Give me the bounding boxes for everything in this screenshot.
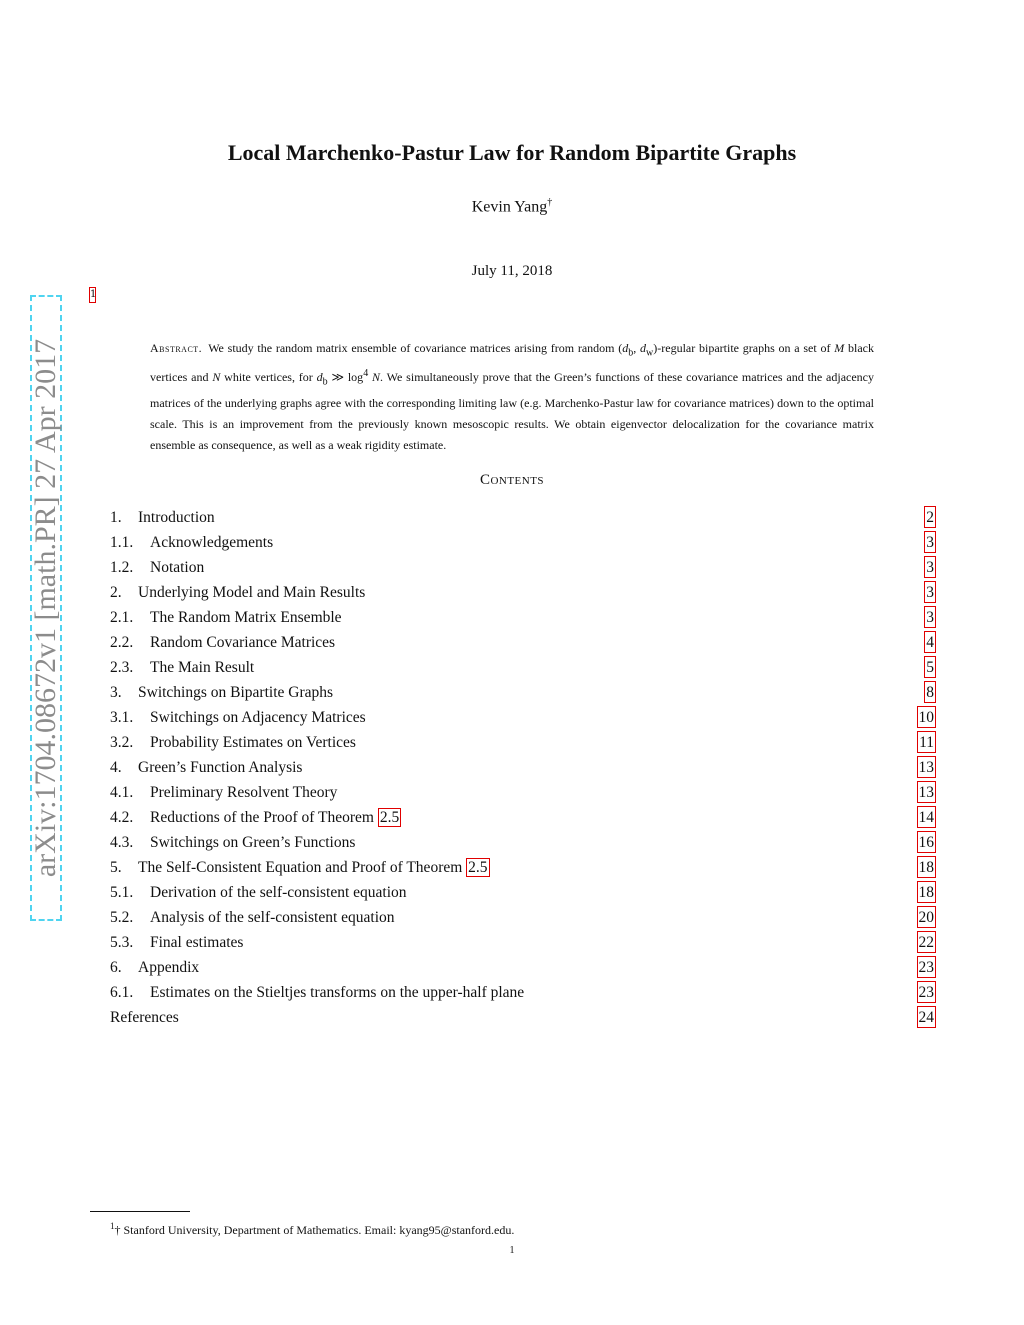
footnote <box>110 1221 514 1238</box>
toc-title <box>150 730 356 755</box>
toc-title <box>150 530 273 555</box>
toc-title <box>150 705 366 730</box>
toc-title-text: Notation <box>150 559 205 576</box>
abstract-heading: Abstract. <box>150 341 203 355</box>
toc-number: 4.1. <box>110 784 134 801</box>
toc-number: 3. <box>110 684 122 701</box>
toc-entry <box>110 980 936 1005</box>
toc-entry <box>110 505 936 530</box>
toc-title <box>138 755 302 780</box>
toc-number: 4.3. <box>110 834 134 851</box>
toc-number: 6.1. <box>110 984 134 1001</box>
toc-title <box>150 630 335 655</box>
toc-title-text: Preliminary Resolvent Theory <box>150 784 338 801</box>
toc-entry <box>110 655 936 680</box>
toc-page-link[interactable]: 4 <box>924 631 936 653</box>
toc-entry <box>110 855 936 880</box>
toc-title-text: Acknowledgements <box>150 534 274 551</box>
toc-page-link[interactable]: 13 <box>917 756 937 778</box>
toc-title <box>150 555 204 580</box>
toc-number: 2.3. <box>110 659 134 676</box>
toc-entry <box>110 1005 936 1030</box>
toc-entry <box>110 880 936 905</box>
toc-entry <box>110 680 936 705</box>
toc-title <box>138 505 215 530</box>
toc-title <box>138 955 199 980</box>
toc-title-text: Appendix <box>138 959 200 976</box>
toc-title-text: The Self-Consistent Equation and Proof of Theorem <box>138 859 463 876</box>
toc-page-link[interactable]: 23 <box>917 981 937 1003</box>
toc-title <box>138 580 365 605</box>
toc-title-text: Introduction <box>138 509 215 526</box>
author-name: Kevin Yang <box>471 198 548 216</box>
toc-entry <box>110 830 936 855</box>
arxiv-stamp: arXiv:1704.08672v1 [math.PR] 27 Apr 2017 <box>29 338 62 878</box>
toc-number: 3.1. <box>110 709 134 726</box>
table-of-contents <box>110 505 936 1030</box>
toc-entry <box>110 755 936 780</box>
toc-number: 5. <box>110 859 122 876</box>
toc-title <box>110 1005 179 1030</box>
toc-number: 2. <box>110 584 122 601</box>
toc-number: 4. <box>110 759 122 776</box>
toc-entry <box>110 780 936 805</box>
toc-page-link[interactable]: 3 <box>924 556 936 578</box>
toc-entry <box>110 605 936 630</box>
toc-title-text: Estimates on the Stieltjes transforms on the upper-half plane <box>150 984 525 1001</box>
toc-page-link[interactable]: 14 <box>917 806 937 828</box>
toc-title <box>150 830 355 855</box>
toc-page-link[interactable]: 18 <box>917 856 937 878</box>
toc-title <box>150 655 254 680</box>
toc-page-link[interactable]: 3 <box>924 531 936 553</box>
toc-page-link[interactable]: 24 <box>917 1006 937 1028</box>
toc-page-link[interactable]: 2 <box>924 506 936 528</box>
paper-date: July 11, 2018 <box>471 263 553 279</box>
toc-title-text: Random Covariance Matrices <box>150 634 336 651</box>
toc-title-text: Analysis of the self-consistent equation <box>150 909 395 926</box>
footnote-link[interactable]: 1 <box>89 287 96 303</box>
toc-number: 5.3. <box>110 934 134 951</box>
toc-number: 4.2. <box>110 809 134 826</box>
toc-page-link[interactable]: 5 <box>924 656 936 678</box>
toc-title-text: Derivation of the self-consistent equation <box>150 884 407 901</box>
author-mark: † <box>547 197 553 208</box>
toc-number: 2.1. <box>110 609 134 626</box>
toc-page-link[interactable]: 3 <box>924 581 936 603</box>
toc-number: 5.2. <box>110 909 134 926</box>
abstract <box>150 338 874 455</box>
toc-title <box>150 930 243 955</box>
toc-title-text: Switchings on Bipartite Graphs <box>138 684 334 701</box>
toc-number: 6. <box>110 959 122 976</box>
author-line <box>0 197 1024 216</box>
toc-title <box>150 805 401 830</box>
toc-page-link[interactable]: 23 <box>917 956 937 978</box>
toc-entry <box>110 905 936 930</box>
toc-title-text: Switchings on Green’s Functions <box>150 834 356 851</box>
paper-title: Local Marchenko-Pastur Law for Random Bipartite Graphs <box>227 140 797 165</box>
toc-entry <box>110 705 936 730</box>
toc-page-link[interactable]: 22 <box>917 931 937 953</box>
toc-title <box>150 780 337 805</box>
toc-page-link[interactable]: 3 <box>924 606 936 628</box>
toc-title-text: Reductions of the Proof of Theorem <box>150 809 374 826</box>
toc-page-link[interactable]: 13 <box>917 781 937 803</box>
toc-page-link[interactable]: 16 <box>917 831 937 853</box>
toc-number: 2.2. <box>110 634 134 651</box>
toc-entry <box>110 930 936 955</box>
footnote-marker: 1 <box>110 1221 115 1231</box>
toc-page-link[interactable]: 10 <box>917 706 937 728</box>
toc-entry <box>110 955 936 980</box>
toc-title-text: Final estimates <box>150 934 244 951</box>
page-number: 1 <box>509 1245 515 1256</box>
toc-title-text: Switchings on Adjacency Matrices <box>150 709 366 726</box>
footnote-text: † Stanford University, Department of Mathematics. Email: kyang95@stanford.edu. <box>114 1223 515 1237</box>
toc-title-text: Green’s Function Analysis <box>138 759 303 776</box>
toc-page-link[interactable]: 8 <box>924 681 936 703</box>
toc-page-link[interactable]: 11 <box>917 731 936 753</box>
toc-title <box>150 905 395 930</box>
toc-page-link[interactable]: 18 <box>917 881 937 903</box>
footnote-rule <box>90 1211 190 1212</box>
toc-number: 3.2. <box>110 734 134 751</box>
toc-page-link[interactable]: 20 <box>917 906 937 928</box>
toc-number: 1.2. <box>110 559 134 576</box>
toc-entry <box>110 580 936 605</box>
toc-entry <box>110 630 936 655</box>
toc-title <box>150 880 407 905</box>
toc-number: 5.1. <box>110 884 134 901</box>
toc-title-text: Underlying Model and Main Results <box>138 584 366 601</box>
theorem-ref-link[interactable]: 2.5 <box>379 809 400 826</box>
toc-title <box>150 980 524 1005</box>
toc-title <box>150 605 342 630</box>
toc-entry <box>110 530 936 555</box>
toc-title <box>138 855 490 880</box>
toc-entry <box>110 730 936 755</box>
contents-heading: Contents <box>479 472 545 488</box>
toc-number: 1.1. <box>110 534 134 551</box>
toc-entry <box>110 805 936 830</box>
toc-entry <box>110 555 936 580</box>
toc-number: 1. <box>110 509 122 526</box>
abstract-text: We study the random matrix ensemble of covariance matrices arising from random ($d_b$, $d_w$)-regular bipartite graphs on a set of M black vertices and N white vertices, for $d_b$ ≫ $\log^4 N$. We simultaneously prove that the Green’s functions of these covariance matrices and the adjacency matrices of the underlying graphs agree with the corresponding limiting law (e.g. Marchenko-Pastur law for covariance matrices) down to the optimal scale. This is an improvement from the previously known mesoscopic results. We obtain eigenvector delocalization for the covariance matrix ensemble as consequence, as well as a weak rigidity estimate. <box>150 341 875 452</box>
toc-title <box>138 680 333 705</box>
toc-title-text: The Random Matrix Ensemble <box>150 609 342 626</box>
theorem-ref-link[interactable]: 2.5 <box>468 859 488 876</box>
toc-title-text: The Main Result <box>150 659 255 676</box>
toc-title-text: Probability Estimates on Vertices <box>150 734 356 751</box>
toc-title-text: References <box>110 1009 179 1026</box>
